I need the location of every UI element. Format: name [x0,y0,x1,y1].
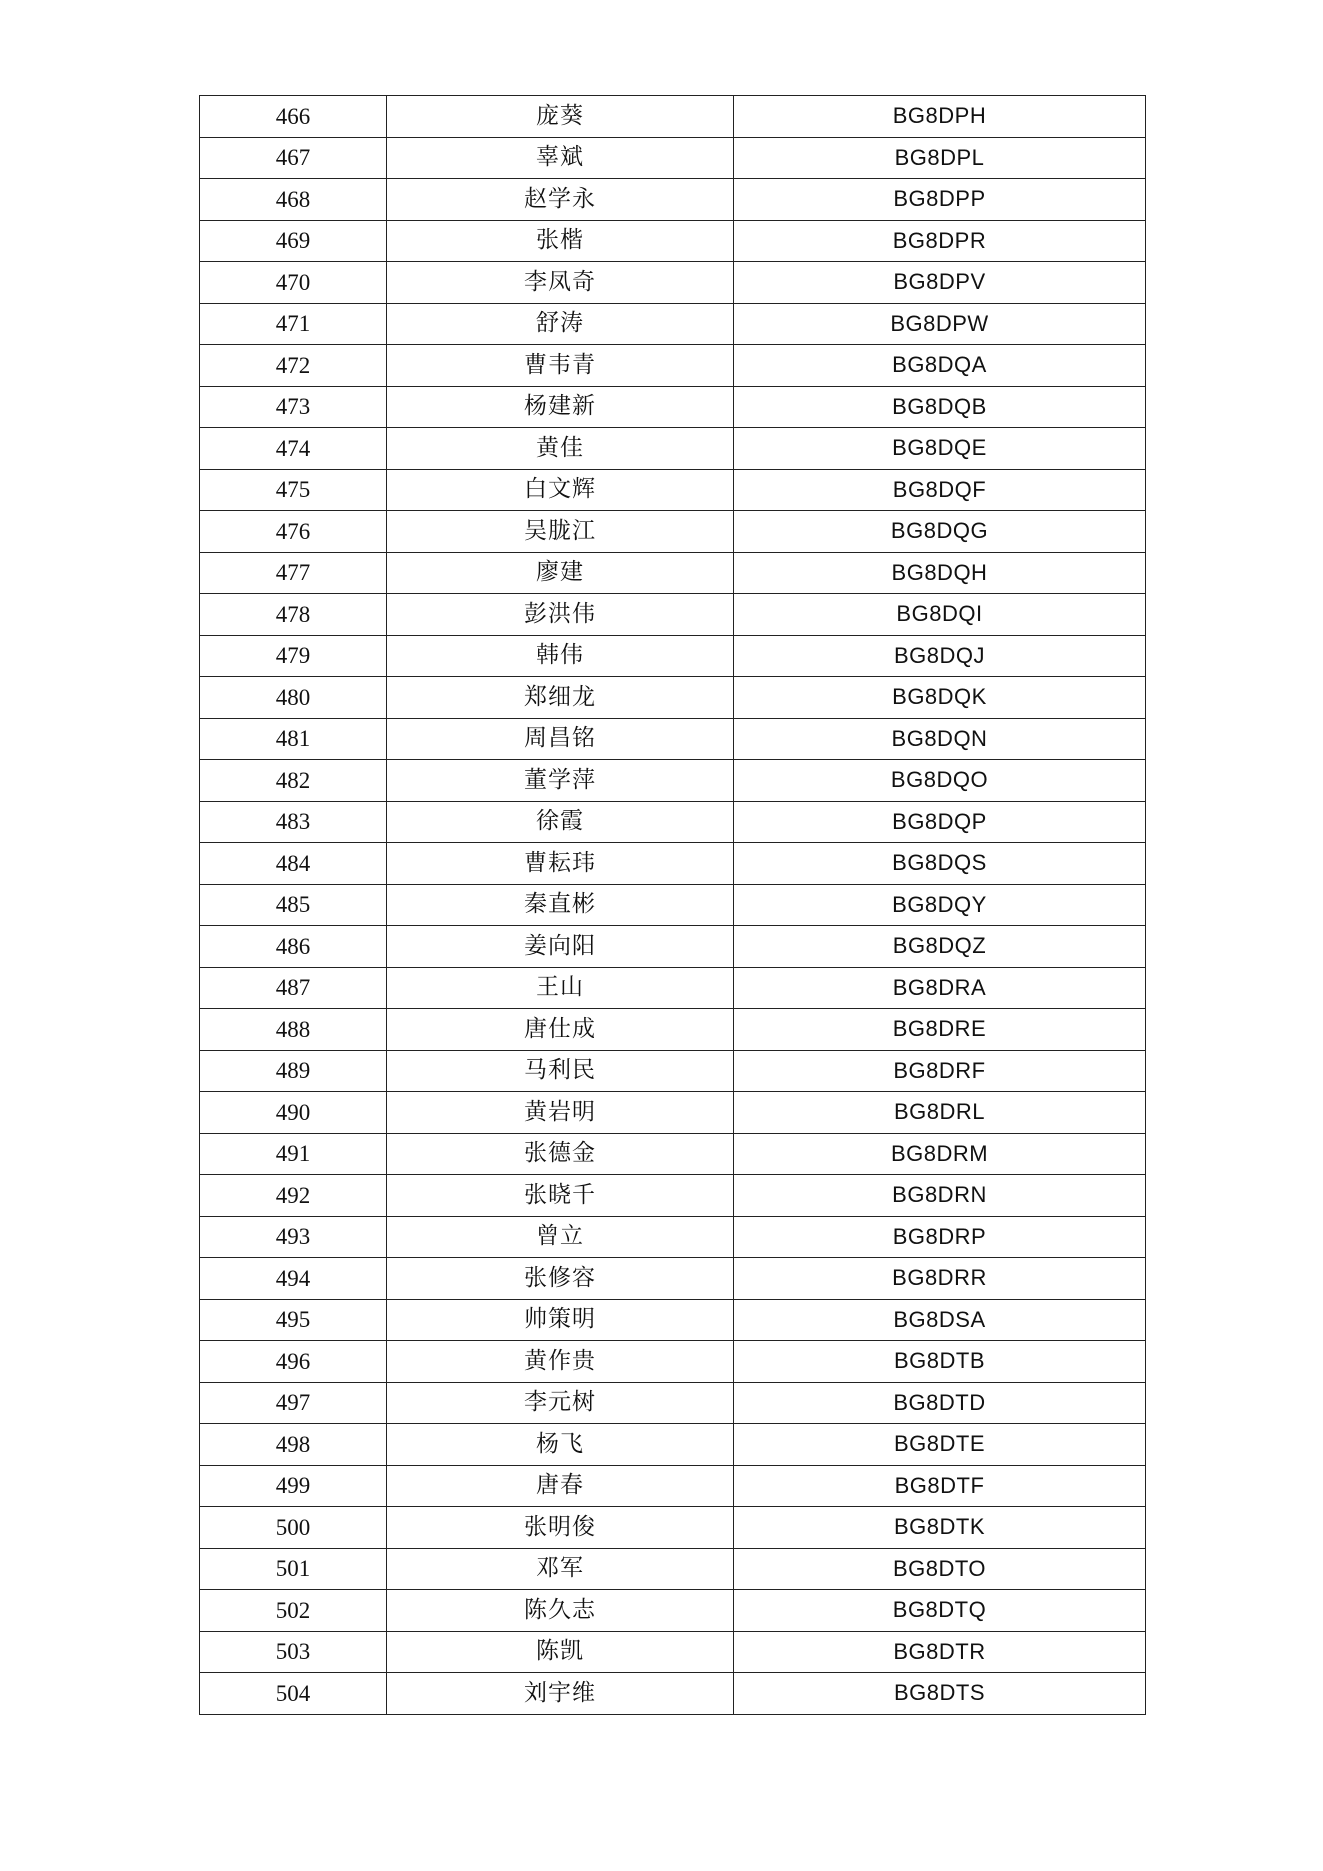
name-cell: 黄作贵 [387,1341,734,1383]
table-row [200,718,1146,760]
callsign-cell: BG8DPL [734,137,1146,179]
name-cell: 白文辉 [387,469,734,511]
serial-number-cell: 484 [200,843,387,885]
serial-number-cell: 501 [200,1548,387,1590]
name-cell: 马利民 [387,1050,734,1092]
name-cell: 邓军 [387,1548,734,1590]
serial-number-cell: 492 [200,1175,387,1217]
name-cell: 曾立 [387,1216,734,1258]
serial-number-cell: 482 [200,760,387,802]
serial-number-cell: 468 [200,179,387,221]
name-cell: 黄佳 [387,428,734,470]
callsign-cell: BG8DQZ [734,926,1146,968]
callsign-cell: BG8DQK [734,677,1146,719]
table-row [200,1341,1146,1383]
serial-number-cell: 479 [200,635,387,677]
serial-number-cell: 466 [200,96,387,138]
serial-number-cell: 496 [200,1341,387,1383]
callsign-cell: BG8DQY [734,884,1146,926]
table-row [200,552,1146,594]
serial-number-cell: 488 [200,1009,387,1051]
name-cell: 唐春 [387,1465,734,1507]
table-row [200,1673,1146,1715]
name-cell: 徐霞 [387,801,734,843]
name-cell: 黄岩明 [387,1092,734,1134]
table-row [200,469,1146,511]
callsign-cell: BG8DTQ [734,1590,1146,1632]
table-row [200,635,1146,677]
serial-number-cell: 470 [200,262,387,304]
table-row [200,594,1146,636]
serial-number-cell: 473 [200,386,387,428]
callsign-table [199,95,1146,1715]
callsign-cell: BG8DPR [734,220,1146,262]
callsign-cell: BG8DQF [734,469,1146,511]
table-row [200,843,1146,885]
name-cell: 陈凯 [387,1631,734,1673]
callsign-cell: BG8DQA [734,345,1146,387]
serial-number-cell: 500 [200,1507,387,1549]
name-cell: 陈久志 [387,1590,734,1632]
table-row [200,1216,1146,1258]
callsign-cell: BG8DQH [734,552,1146,594]
serial-number-cell: 494 [200,1258,387,1300]
table-row [200,1631,1146,1673]
serial-number-cell: 467 [200,137,387,179]
serial-number-cell: 490 [200,1092,387,1134]
name-cell: 郑细龙 [387,677,734,719]
name-cell: 杨建新 [387,386,734,428]
callsign-cell: BG8DTB [734,1341,1146,1383]
name-cell: 彭洪伟 [387,594,734,636]
name-cell: 张修容 [387,1258,734,1300]
serial-number-cell: 472 [200,345,387,387]
table-row [200,511,1146,553]
callsign-cell: BG8DQG [734,511,1146,553]
name-cell: 韩伟 [387,635,734,677]
serial-number-cell: 498 [200,1424,387,1466]
table-row [200,1092,1146,1134]
serial-number-cell: 474 [200,428,387,470]
serial-number-cell: 476 [200,511,387,553]
name-cell: 王山 [387,967,734,1009]
callsign-cell: BG8DTR [734,1631,1146,1673]
name-cell: 赵学永 [387,179,734,221]
name-cell: 张楷 [387,220,734,262]
table-row [200,262,1146,304]
name-cell: 唐仕成 [387,1009,734,1051]
table-row [200,1424,1146,1466]
table-row [200,1590,1146,1632]
name-cell: 张德金 [387,1133,734,1175]
table-row [200,884,1146,926]
name-cell: 李元树 [387,1382,734,1424]
serial-number-cell: 487 [200,967,387,1009]
callsign-cell: BG8DTD [734,1382,1146,1424]
table-row [200,428,1146,470]
name-cell: 张晓千 [387,1175,734,1217]
name-cell: 周昌铭 [387,718,734,760]
serial-number-cell: 485 [200,884,387,926]
table-row [200,1299,1146,1341]
callsign-cell: BG8DQO [734,760,1146,802]
callsign-cell: BG8DRP [734,1216,1146,1258]
serial-number-cell: 491 [200,1133,387,1175]
serial-number-cell: 503 [200,1631,387,1673]
serial-number-cell: 495 [200,1299,387,1341]
callsign-cell: BG8DQE [734,428,1146,470]
table-row [200,345,1146,387]
serial-number-cell: 480 [200,677,387,719]
name-cell: 吴胧江 [387,511,734,553]
name-cell: 帅策明 [387,1299,734,1341]
serial-number-cell: 486 [200,926,387,968]
callsign-cell: BG8DQB [734,386,1146,428]
name-cell: 庞葵 [387,96,734,138]
callsign-cell: BG8DPW [734,303,1146,345]
callsign-cell: BG8DTO [734,1548,1146,1590]
callsign-cell: BG8DPV [734,262,1146,304]
serial-number-cell: 504 [200,1673,387,1715]
serial-number-cell: 497 [200,1382,387,1424]
name-cell: 舒涛 [387,303,734,345]
table-row [200,760,1146,802]
serial-number-cell: 481 [200,718,387,760]
name-cell: 李凤奇 [387,262,734,304]
name-cell: 董学萍 [387,760,734,802]
name-cell: 廖建 [387,552,734,594]
serial-number-cell: 475 [200,469,387,511]
name-cell: 刘宇维 [387,1673,734,1715]
callsign-cell: BG8DRL [734,1092,1146,1134]
serial-number-cell: 489 [200,1050,387,1092]
table-body [200,96,1146,1715]
callsign-cell: BG8DTF [734,1465,1146,1507]
callsign-cell: BG8DPH [734,96,1146,138]
table-row [200,1258,1146,1300]
serial-number-cell: 502 [200,1590,387,1632]
callsign-cell: BG8DTE [734,1424,1146,1466]
callsign-cell: BG8DTK [734,1507,1146,1549]
callsign-cell: BG8DQS [734,843,1146,885]
table-row [200,967,1146,1009]
table-row [200,1465,1146,1507]
serial-number-cell: 477 [200,552,387,594]
callsign-cell: BG8DRR [734,1258,1146,1300]
callsign-cell: BG8DRF [734,1050,1146,1092]
table-row [200,926,1146,968]
table-row [200,801,1146,843]
name-cell: 曹耘玮 [387,843,734,885]
callsign-cell: BG8DRE [734,1009,1146,1051]
serial-number-cell: 478 [200,594,387,636]
callsign-cell: BG8DQI [734,594,1146,636]
callsign-cell: BG8DQJ [734,635,1146,677]
table-row [200,137,1146,179]
callsign-cell: BG8DQP [734,801,1146,843]
table-row [200,1133,1146,1175]
callsign-cell: BG8DRM [734,1133,1146,1175]
table-row [200,1548,1146,1590]
name-cell: 辜斌 [387,137,734,179]
name-cell: 曹韦青 [387,345,734,387]
table-row [200,96,1146,138]
serial-number-cell: 469 [200,220,387,262]
table-row [200,1175,1146,1217]
callsign-cell: BG8DQN [734,718,1146,760]
name-cell: 秦直彬 [387,884,734,926]
table-row [200,1507,1146,1549]
table-row [200,220,1146,262]
callsign-cell: BG8DRA [734,967,1146,1009]
serial-number-cell: 499 [200,1465,387,1507]
table-row [200,1009,1146,1051]
name-cell: 姜向阳 [387,926,734,968]
table-row [200,677,1146,719]
callsign-cell: BG8DSA [734,1299,1146,1341]
callsign-cell: BG8DRN [734,1175,1146,1217]
serial-number-cell: 483 [200,801,387,843]
name-cell: 张明俊 [387,1507,734,1549]
table-row [200,303,1146,345]
callsign-cell: BG8DPP [734,179,1146,221]
table-row [200,179,1146,221]
table-row [200,386,1146,428]
name-cell: 杨飞 [387,1424,734,1466]
serial-number-cell: 493 [200,1216,387,1258]
serial-number-cell: 471 [200,303,387,345]
callsign-cell: BG8DTS [734,1673,1146,1715]
table-row [200,1382,1146,1424]
table-row [200,1050,1146,1092]
